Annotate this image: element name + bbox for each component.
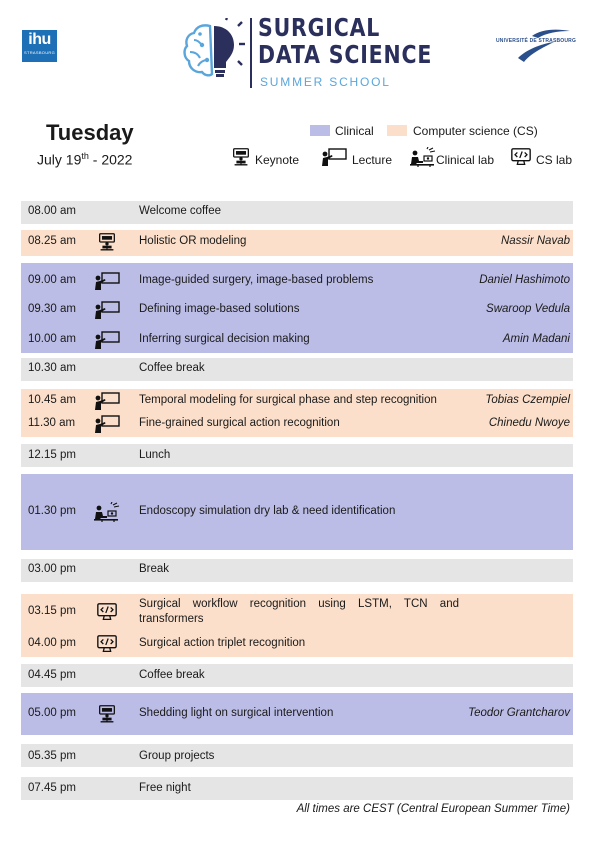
- legend-cs-label: Computer science (CS): [413, 124, 538, 138]
- lecture-icon: [93, 414, 121, 434]
- entry-title: Group projects: [139, 750, 215, 762]
- entry-title: Welcome coffee: [139, 205, 222, 217]
- legend-keynote-label: Keynote: [255, 153, 300, 167]
- date-main: July 19: [37, 151, 82, 168]
- entry-speaker: Tobias Czempiel: [485, 394, 570, 406]
- entry-time: 07.45 pm: [28, 782, 76, 794]
- entry-title: Surgical action triplet recognition: [139, 637, 306, 649]
- block-lunch: [21, 444, 573, 467]
- entry-title: Image-guided surgery, image-based problems: [139, 274, 374, 286]
- entry-speaker: Teodor Grantcharov: [468, 707, 570, 719]
- entry-title: Coffee break: [139, 669, 205, 681]
- lecture-icon: [93, 330, 121, 350]
- entry-time: 03.00 pm: [28, 563, 76, 575]
- entry-title: Temporal modeling for surgical phase and step recognition: [139, 394, 437, 406]
- entry-speaker: Daniel Hashimoto: [479, 274, 570, 286]
- entry-title: Shedding light on surgical intervention: [139, 707, 334, 719]
- entry-title: Holistic OR modeling: [139, 235, 247, 247]
- clinical-lab-icon: [93, 502, 121, 522]
- unistra-logo-text: UNIVERSITÉ DE STRASBOURG: [496, 38, 577, 44]
- legend-lecture-label: Lecture: [352, 153, 393, 167]
- entry-time: 11.30 am: [28, 417, 76, 429]
- entry-speaker: Nassir Navab: [500, 235, 570, 247]
- entry-time: 04.00 pm: [28, 637, 76, 649]
- cs-lab-icon: [510, 147, 532, 167]
- legend-clinical-swatch: [310, 125, 330, 136]
- ihu-logo-subtext: STRASBOURG: [23, 50, 55, 55]
- block-break: [21, 559, 573, 582]
- block-coffee-break-2: [21, 664, 573, 687]
- lecture-icon: [93, 271, 121, 291]
- block-welcome-coffee: [21, 201, 573, 224]
- timezone-footnote: All times are CEST (Central European Summer Time): [296, 803, 570, 815]
- block-coffee-break-1: [21, 358, 573, 381]
- entry-time: 03.15 pm: [28, 605, 76, 617]
- entry-title: Break: [139, 563, 170, 575]
- keynote-icon: [96, 704, 124, 724]
- lecture-icon: [320, 147, 348, 167]
- school-title-line1: SURGICAL: [258, 13, 381, 42]
- entry-time: 05.35 pm: [28, 750, 76, 762]
- entry-time: 10.00 am: [28, 333, 76, 345]
- entry-time: 01.30 pm: [28, 505, 76, 517]
- entry-time: 10.30 am: [28, 362, 76, 374]
- school-title-line2: DATA SCIENCE: [258, 40, 433, 69]
- entry-title: Fine-grained surgical action recognition: [139, 417, 340, 429]
- legend-cs-swatch: [387, 125, 407, 136]
- entry-time: 04.45 pm: [28, 669, 76, 681]
- entry-title: Endoscopy simulation dry lab & need identification: [139, 505, 396, 517]
- block-free-night: [21, 777, 573, 800]
- title-divider: [250, 18, 252, 88]
- school-title: [258, 14, 432, 68]
- school-subtitle: SUMMER SCHOOL: [260, 75, 391, 89]
- legend-clinical-lab-label: Clinical lab: [436, 153, 495, 167]
- entry-time: 05.00 pm: [28, 707, 76, 719]
- entry-time: 09.30 am: [28, 303, 76, 315]
- entry-title: Surgical workflow recognition using LSTM, TCN and transformers: [139, 598, 459, 625]
- day-name: Tuesday: [46, 120, 134, 145]
- legend-clinical-label: Clinical: [335, 124, 374, 138]
- entry-title: Defining image-based solutions: [139, 303, 300, 315]
- unistra-swoosh-icon: [496, 28, 576, 64]
- ihu-logo: [22, 30, 57, 62]
- date-ordinal: th: [81, 151, 89, 161]
- clinical-lab-icon: [409, 147, 437, 167]
- entry-title: Coffee break: [139, 362, 205, 374]
- entry-speaker: Swaroop Vedula: [486, 303, 570, 315]
- block-group-projects: [21, 744, 573, 767]
- entry-time: 12.15 pm: [28, 449, 76, 461]
- brain-bulb-icon: [180, 18, 246, 84]
- legend-cs-lab-label: CS lab: [536, 153, 573, 167]
- entry-time: 09.00 am: [28, 274, 76, 286]
- lecture-icon: [93, 300, 121, 320]
- entry-time: 08.25 am: [28, 235, 76, 247]
- cs-lab-icon: [96, 602, 124, 622]
- unistra-logo: [496, 28, 576, 64]
- entry-title: Lunch: [139, 449, 171, 461]
- entry-title: Free night: [139, 782, 191, 794]
- lecture-icon: [93, 391, 121, 411]
- date: [37, 151, 132, 168]
- cs-lab-icon: [96, 634, 124, 654]
- entry-time: 08.00 am: [28, 205, 76, 217]
- entry-time: 10.45 am: [28, 394, 76, 406]
- entry-title: Inferring surgical decision making: [139, 333, 310, 345]
- ihu-logo-text: ihu: [28, 31, 51, 48]
- entry-speaker: Chinedu Nwoye: [488, 417, 570, 429]
- keynote-icon: [96, 232, 124, 252]
- entry-speaker: Amin Madani: [502, 333, 570, 345]
- date-year: - 2022: [88, 151, 133, 168]
- keynote-icon: [230, 147, 252, 167]
